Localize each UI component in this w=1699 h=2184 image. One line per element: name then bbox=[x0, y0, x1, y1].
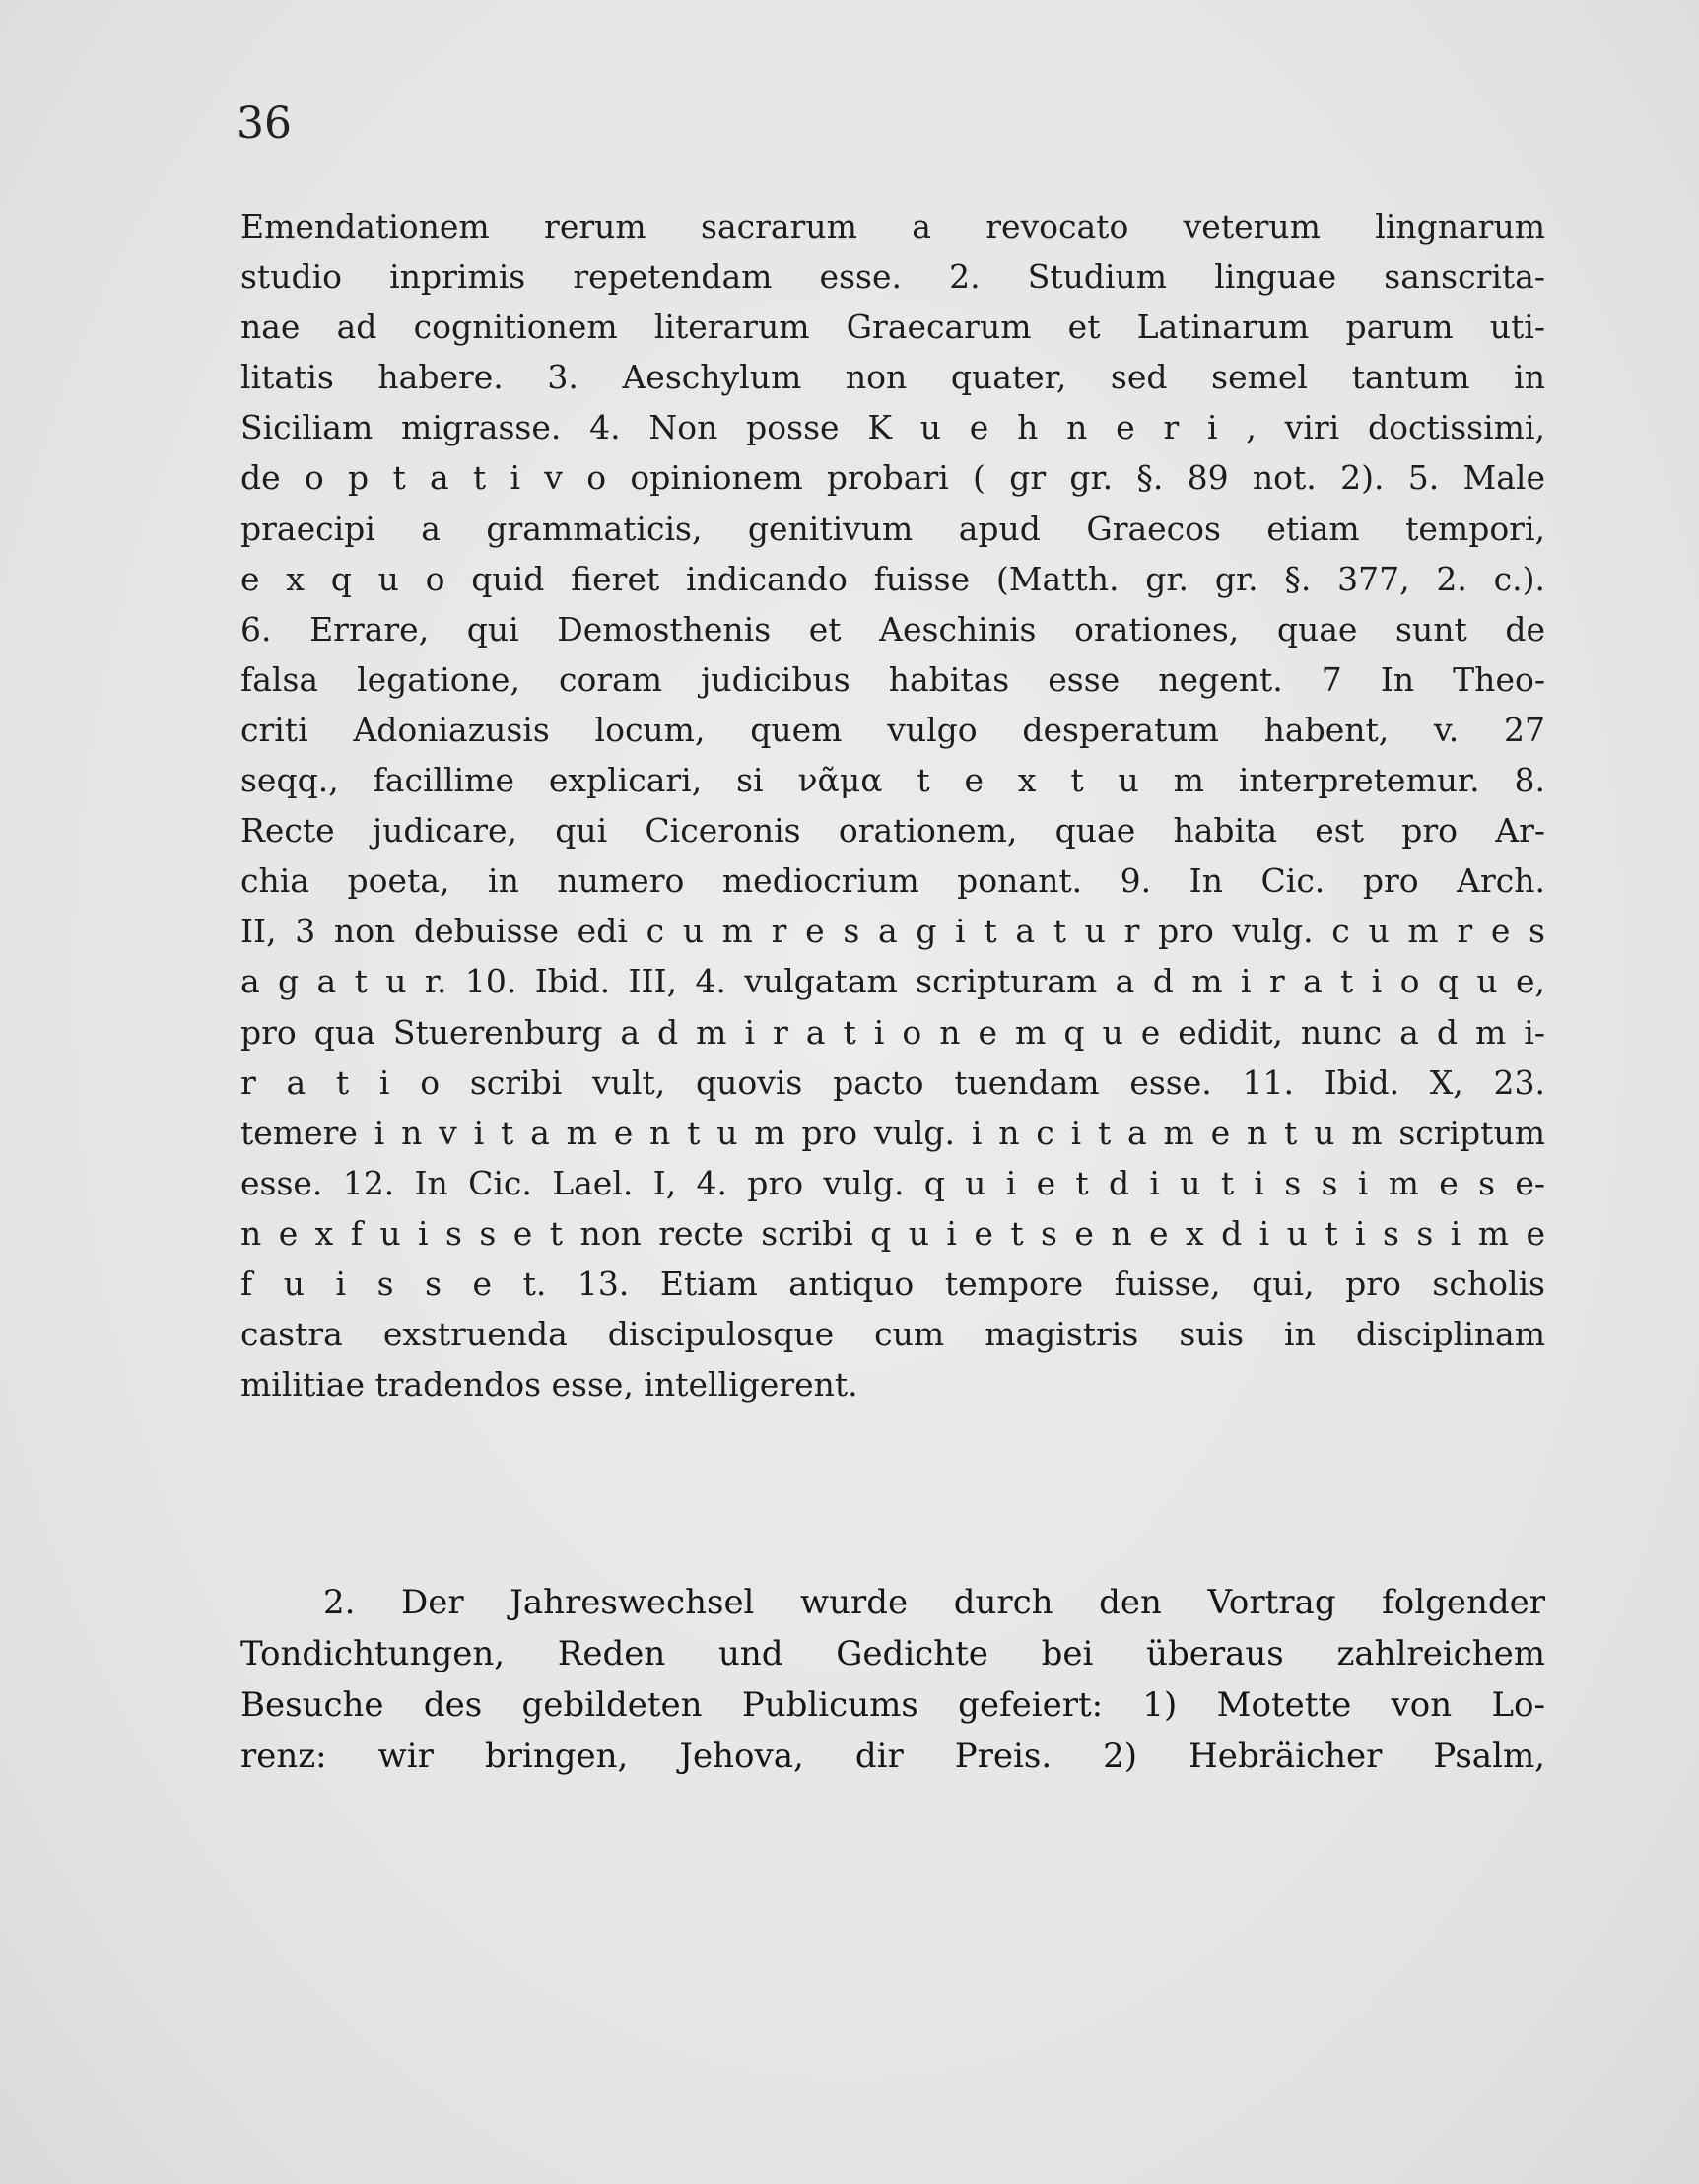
text-line: Tondichtungen, Reden und Gedichte bei überaus zahlreichem bbox=[240, 1634, 1545, 1673]
text-line: a g a t u r. 10. Ibid. III, 4. vulgatam scripturam a d m i r a t i o q u e, bbox=[240, 962, 1545, 1001]
text-line: seqq., facillime explicari, si νᾶμα t e x t u m interpretemur. 8. bbox=[240, 761, 1545, 800]
text-line: Emendationem rerum sacrarum a revocato veterum lingnarum bbox=[240, 207, 1545, 245]
text-line: castra exstruenda discipulosque cum magistris suis in disciplinam bbox=[240, 1315, 1545, 1354]
page-number: 36 bbox=[237, 99, 292, 149]
text-line: II, 3 non debuisse edi c u m r e s a g i t a t u r pro vulg. c u m r e s bbox=[240, 912, 1545, 951]
text-line: n e x f u i s s e t non recte scribi q u i e t s e n e x d i u t i s s i m e bbox=[240, 1213, 1545, 1253]
latin-theses-paragraph bbox=[240, 201, 1545, 1409]
text-line: renz: wir bringen, Jehova, dir Preis. 2) Hebräicher Psalm, bbox=[240, 1737, 1545, 1776]
text-line: Siciliam migrasse. 4. Non posse K u e h n e r i , viri doctissimi, bbox=[240, 408, 1545, 447]
text-line: litatis habere. 3. Aeschylum non quater, sed semel tantum in bbox=[240, 358, 1545, 397]
text-line: Recte judicare, qui Ciceronis orationem, quae habita est pro Ar- bbox=[240, 811, 1545, 851]
text-line: praecipi a grammaticis, genitivum apud Graecos etiam tempori, bbox=[240, 509, 1545, 548]
text-line: studio inprimis repetendam esse. 2. Studium linguae sanscrita- bbox=[240, 257, 1545, 297]
text-line: pro qua Stuerenburg a d m i r a t i o n e m q u e edidit, nunc a d m i- bbox=[240, 1012, 1545, 1052]
text-line: falsa legatione, coram judicibus habitas esse negent. 7 In Theo- bbox=[240, 659, 1545, 699]
text-line: de o p t a t i v o opinionem probari ( gr gr. §. 89 not. 2). 5. Male bbox=[240, 458, 1545, 498]
text-line: Besuche des gebildeten Publicums gefeiert: 1) Motette von Lo- bbox=[240, 1685, 1545, 1725]
text-line: militiae tradendos esse, intelligerent. bbox=[240, 1365, 858, 1404]
text-line: criti Adoniazusis locum, quem vulgo desperatum habent, v. 27 bbox=[240, 710, 1545, 749]
text-line: 6. Errare, qui Demosthenis et Aeschinis orationes, quae sunt de bbox=[240, 609, 1545, 648]
text-line: nae ad cognitionem literarum Graecarum et Latinarum parum uti- bbox=[240, 307, 1545, 347]
text-line: 2. Der Jahreswechsel wurde durch den Vortrag folgender bbox=[323, 1583, 1545, 1622]
text-line: temere i n v i t a m e n t u m pro vulg. i n c i t a m e n t u m scriptum bbox=[240, 1113, 1545, 1152]
text-line: f u i s s e t. 13. Etiam antiquo tempore fuisse, qui, pro scholis bbox=[240, 1263, 1545, 1303]
german-paragraph bbox=[240, 1577, 1545, 1782]
text-line: esse. 12. In Cic. Lael. I, 4. pro vulg. q u i e t d i u t i s s i m e s e- bbox=[240, 1163, 1545, 1202]
text-line: r a t i o scribi vult, quovis pacto tuendam esse. 11. Ibid. X, 23. bbox=[240, 1062, 1545, 1102]
text-line: e x q u o quid fieret indicando fuisse (Matth. gr. gr. §. 377, 2. c.). bbox=[240, 559, 1545, 598]
text-line: chia poeta, in numero mediocrium ponant. 9. In Cic. pro Arch. bbox=[240, 861, 1545, 901]
